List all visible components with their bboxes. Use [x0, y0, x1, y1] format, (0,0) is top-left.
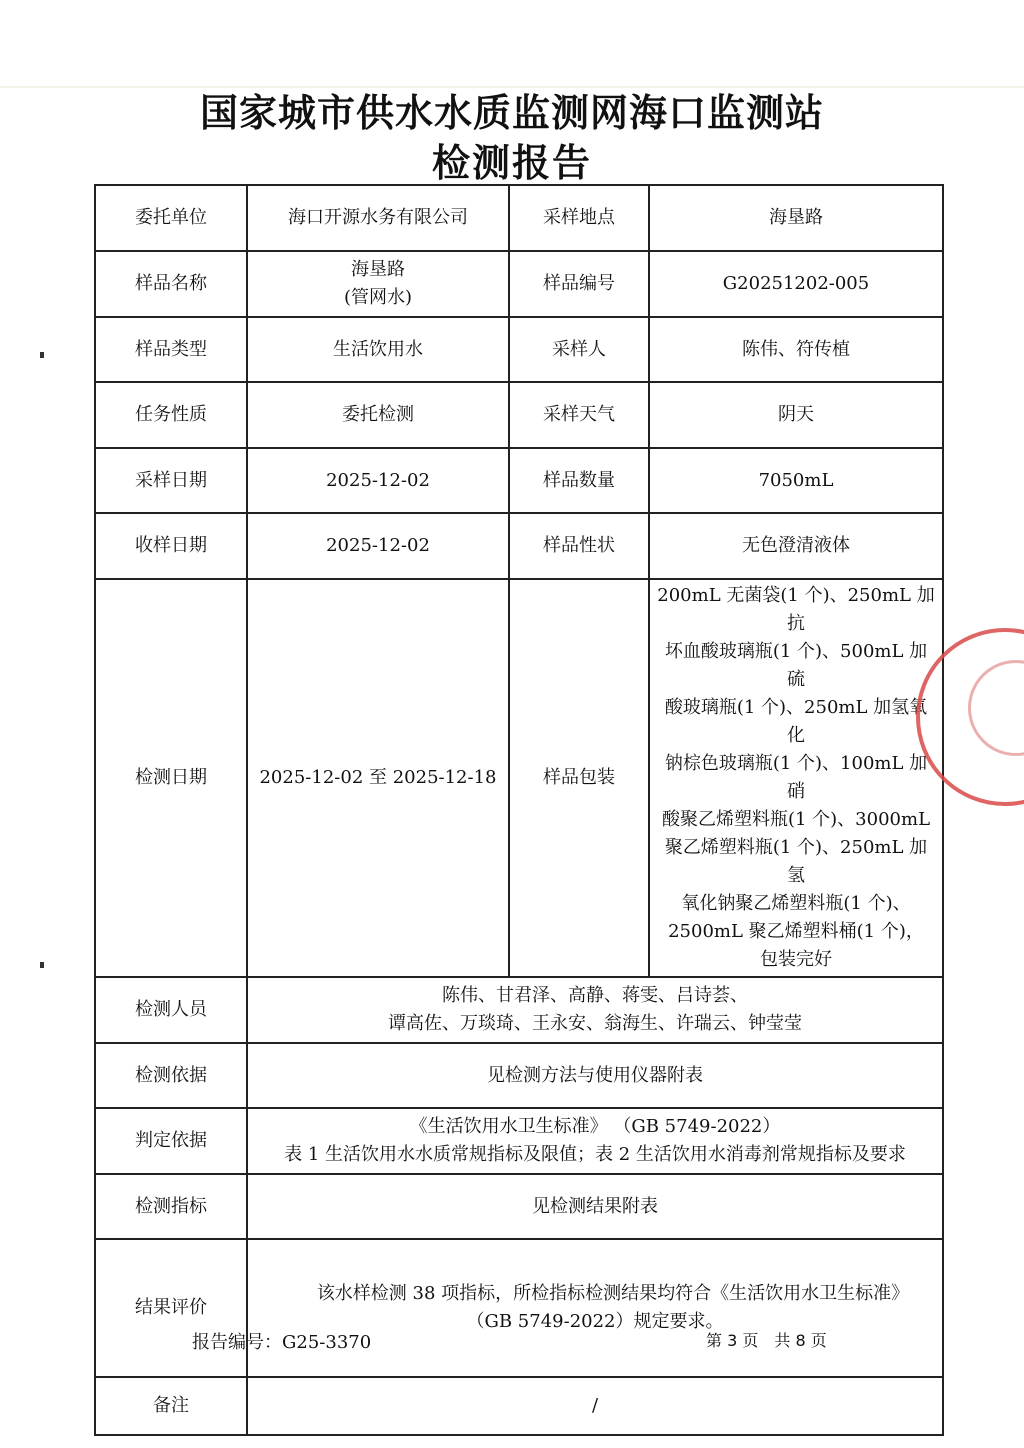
table-row — [95, 448, 943, 513]
staff-line2: 谭高佐、万琰琦、王永安、翁海生、许瑞云、钟莹莹 — [388, 1013, 802, 1034]
sample-type-value: 生活饮用水 — [247, 317, 509, 382]
site-value: 海垦路 — [649, 185, 943, 251]
package-value — [649, 579, 943, 977]
index-label: 检测指标 — [95, 1174, 247, 1239]
sample-name-label: 样品名称 — [95, 251, 247, 317]
table-row — [95, 1377, 943, 1435]
package-line: 200mL 无菌袋(1 个)、250mL 加抗 — [657, 585, 935, 634]
character-value: 无色澄清液体 — [649, 513, 943, 579]
report-table — [94, 184, 944, 1436]
judgment-label: 判定依据 — [95, 1108, 247, 1174]
basis-label: 检测依据 — [95, 1043, 247, 1108]
scan-speck — [40, 962, 44, 968]
sample-name-line2: (管网水) — [343, 287, 413, 308]
page-number: 第 3 页 共 8 页 — [706, 1331, 827, 1350]
table-row — [95, 977, 943, 1043]
result-line2: （GB 5749-2022）规定要求。 — [466, 1311, 724, 1332]
table-row — [95, 579, 943, 977]
package-line: 氧化钠聚乙烯塑料瓶(1 个)、 — [681, 893, 911, 914]
sampler-value: 陈伟、符传植 — [649, 317, 943, 382]
sample-no-label: 样品编号 — [509, 251, 649, 317]
site-label: 采样地点 — [509, 185, 649, 251]
remark-label: 备注 — [95, 1377, 247, 1435]
scan-speck — [40, 352, 44, 358]
result-line1: 该水样检测 38 项指标，所检指标检测结果均符合《生活饮用水卫生标准》 — [316, 1283, 910, 1304]
table-row — [95, 382, 943, 448]
report-subtitle: 检测报告 — [431, 141, 592, 185]
test-date-value: 2025-12-02 至 2025-12-18 — [247, 579, 509, 977]
basis-value: 见检测方法与使用仪器附表 — [247, 1043, 943, 1108]
sample-type-label: 样品类型 — [95, 317, 247, 382]
table-row — [95, 251, 943, 317]
quantity-value: 7050mL — [649, 448, 943, 513]
package-line: 2500mL 聚乙烯塑料桶(1 个)， — [668, 921, 924, 942]
staff-label: 检测人员 — [95, 977, 247, 1043]
package-label: 样品包装 — [509, 579, 649, 977]
sampling-date-value: 2025-12-02 — [247, 448, 509, 513]
sample-no-value: G20251202-005 — [649, 251, 943, 317]
index-value: 见检测结果附表 — [247, 1174, 943, 1239]
receipt-date-label: 收样日期 — [95, 513, 247, 579]
client-value: 海口开源水务有限公司 — [247, 185, 509, 251]
weather-label: 采样天气 — [509, 382, 649, 448]
package-line: 钠棕色玻璃瓶(1 个)、100mL 加硝 — [664, 753, 928, 802]
quantity-label: 样品数量 — [509, 448, 649, 513]
table-row — [95, 1043, 943, 1108]
result-value — [247, 1239, 943, 1377]
package-line: 聚乙烯塑料瓶(1 个)、250mL 加氢 — [664, 837, 928, 886]
report-title: 国家城市供水水质监测网海口监测站 — [199, 91, 824, 135]
staff-line1: 陈伟、甘君泽、高静、蒋雯、吕诗荟、 — [442, 985, 748, 1006]
table-row — [95, 317, 943, 382]
table-row — [95, 1239, 943, 1377]
weather-value: 阴天 — [649, 382, 943, 448]
judgment-line2: 表 1 生活饮用水水质常规指标及限值；表 2 生活饮用水消毒剂常规指标及要求 — [284, 1144, 906, 1165]
table-row — [95, 513, 943, 579]
package-line: 酸玻璃瓶(1 个)、250mL 加氢氧化 — [664, 697, 928, 746]
report-number: 报告编号：G25-3370 — [192, 1332, 372, 1353]
staff-value — [247, 977, 943, 1043]
sampler-label: 采样人 — [509, 317, 649, 382]
task-value: 委托检测 — [247, 382, 509, 448]
table-row — [95, 1174, 943, 1239]
sample-name-line1: 海垦路 — [351, 259, 405, 280]
task-label: 任务性质 — [95, 382, 247, 448]
package-line: 包装完好 — [760, 949, 832, 970]
sample-name-value — [247, 251, 509, 317]
test-date-label: 检测日期 — [95, 579, 247, 977]
sampling-date-label: 采样日期 — [95, 448, 247, 513]
receipt-date-value: 2025-12-02 — [247, 513, 509, 579]
judgment-value — [247, 1108, 943, 1174]
character-label: 样品性状 — [509, 513, 649, 579]
client-label: 委托单位 — [95, 185, 247, 251]
table-row — [95, 185, 943, 251]
remark-value: / — [247, 1377, 943, 1435]
package-line: 酸聚乙烯塑料瓶(1 个)、3000mL — [661, 809, 931, 830]
table-row — [95, 1108, 943, 1174]
package-line: 坏血酸玻璃瓶(1 个)、500mL 加硫 — [664, 641, 928, 690]
judgment-line1: 《生活饮用水卫生标准》 （GB 5749-2022） — [409, 1116, 781, 1137]
result-label: 结果评价 — [95, 1239, 247, 1377]
